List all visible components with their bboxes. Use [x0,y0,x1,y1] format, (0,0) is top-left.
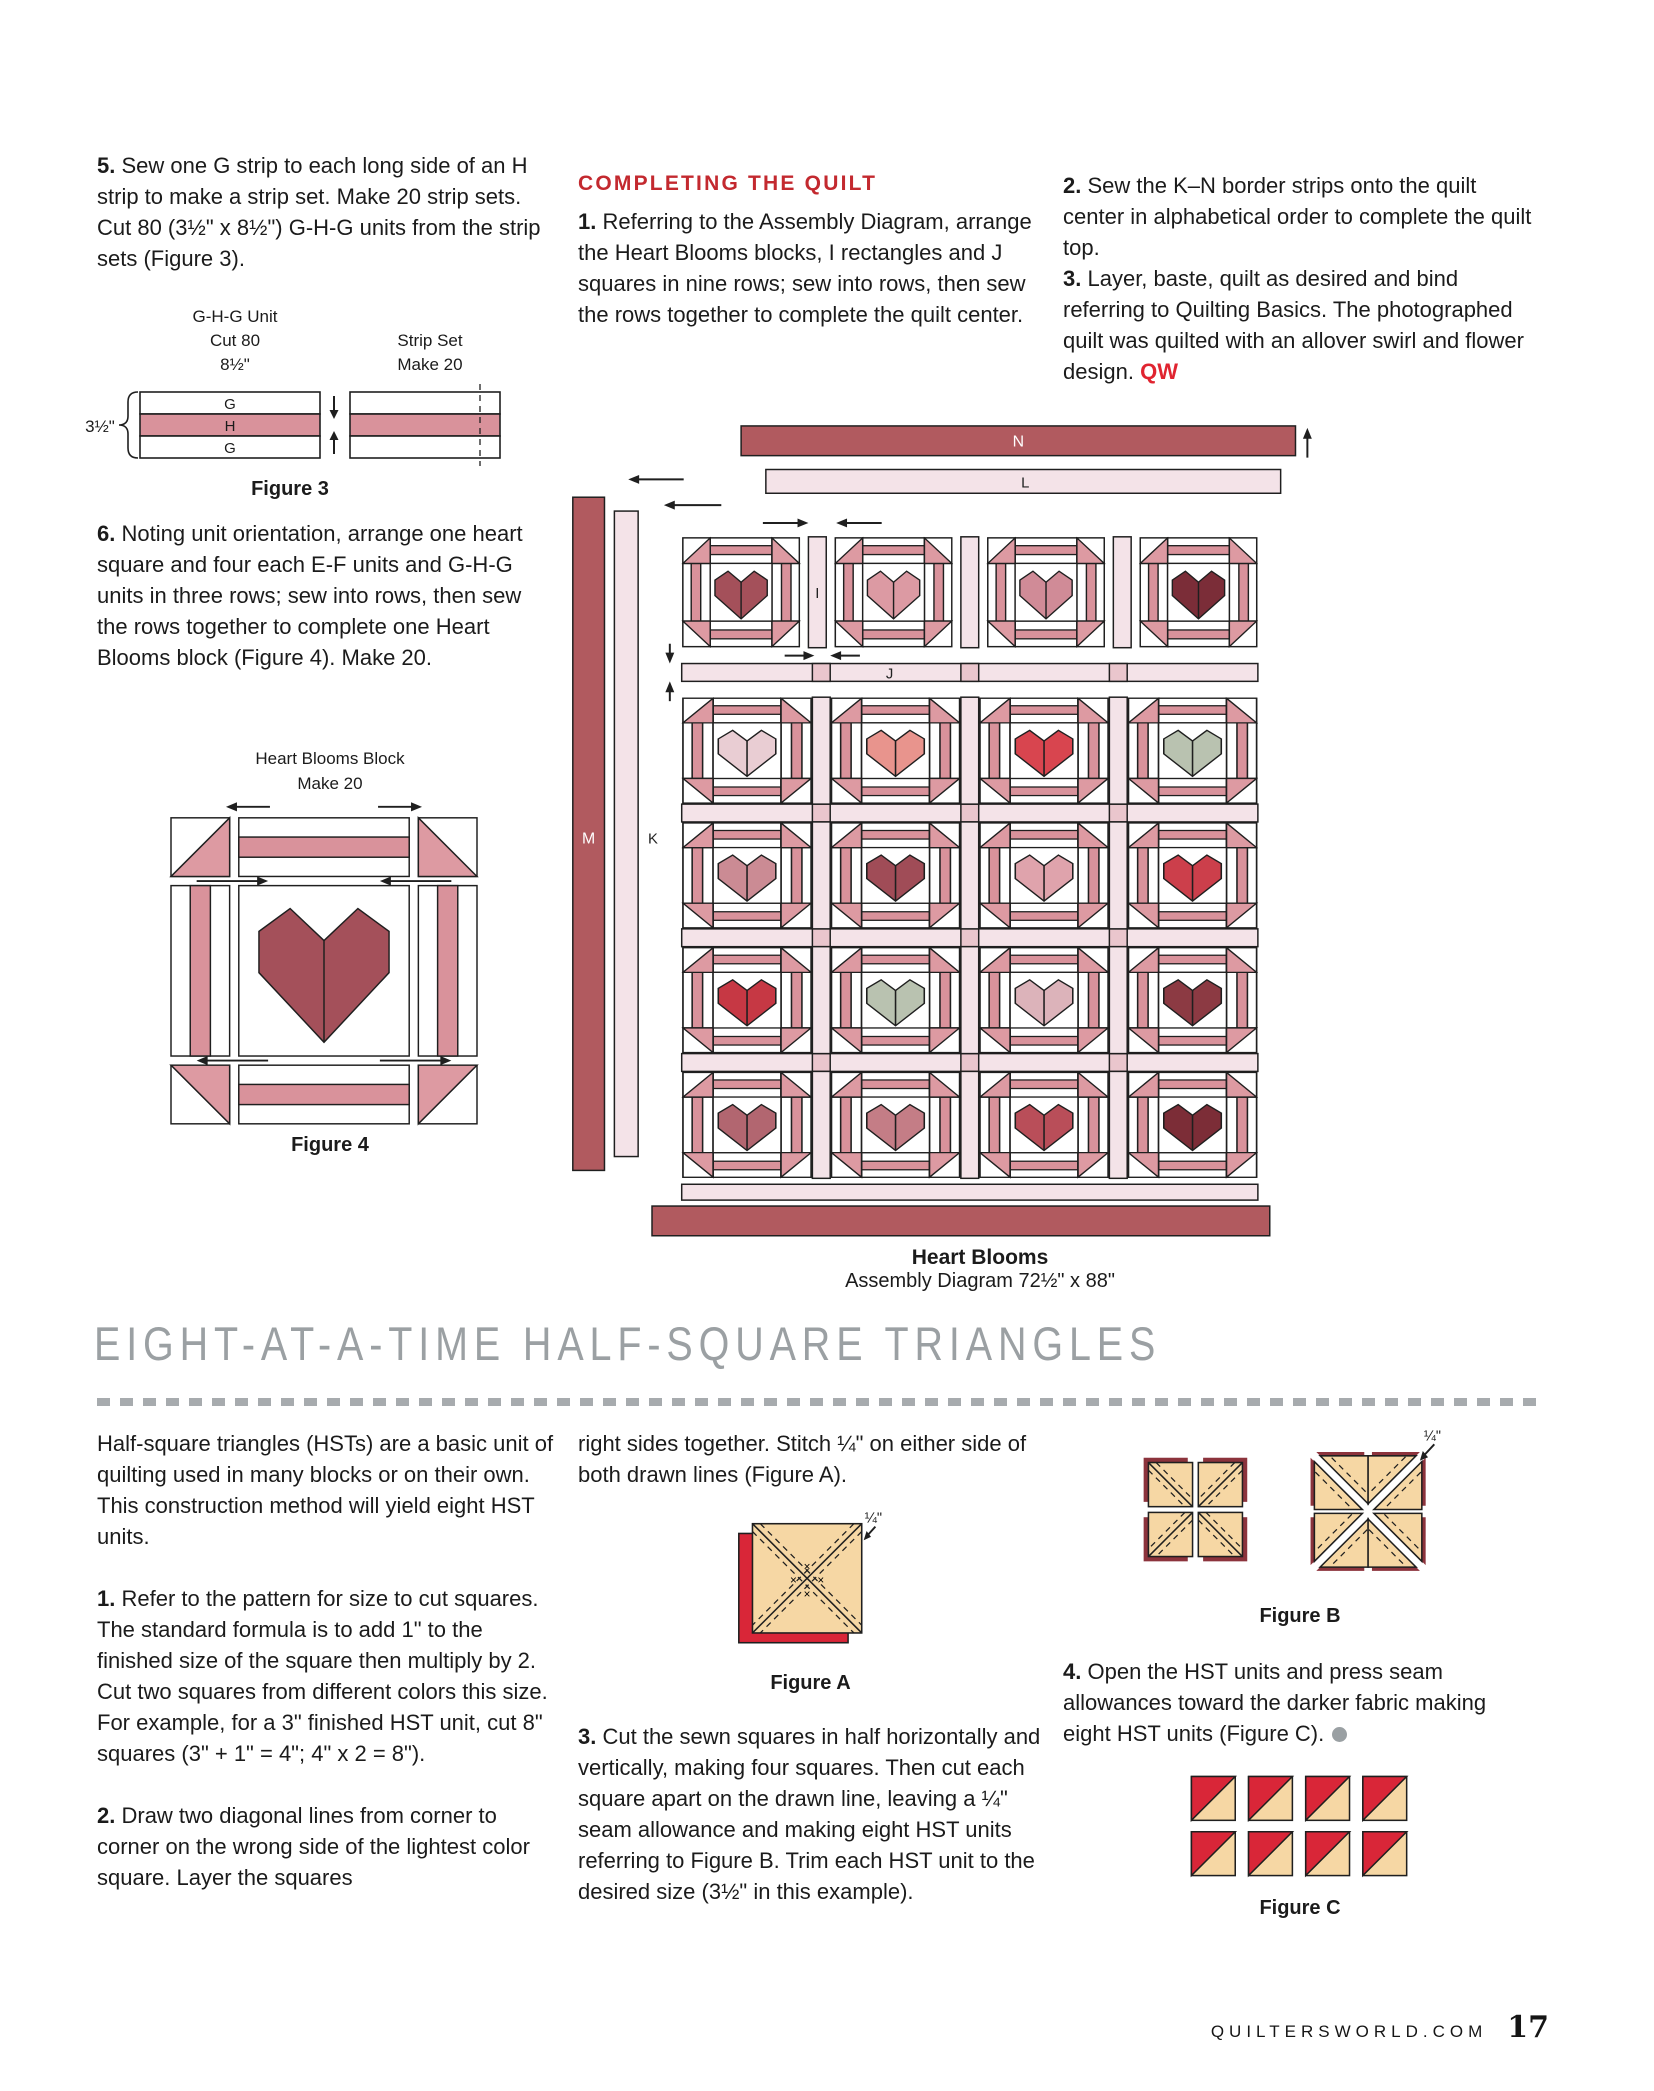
figure-4-diagram [160,794,488,1135]
figure-3-caption: Figure 3 [251,478,329,500]
page-footer [1211,2010,1549,2045]
x-mark: × [789,1574,797,1588]
completing-heading: COMPLETING THE QUILT [578,172,878,195]
step-number: 2. [97,1803,116,1828]
x-mark: × [816,1574,824,1588]
arrow-right-icon [440,1056,451,1065]
fig3-width-label: 8½" [220,355,250,374]
brace-icon [119,392,138,458]
hst-col2 [578,1428,1043,1907]
fig3-cut-label: Cut 80 [209,331,261,350]
figure-4-caption: Figure 4 [291,1134,369,1156]
dashed-divider [97,1398,1545,1406]
step-number: 4. [1063,1659,1082,1684]
step-2-quilt: 2. Sew the K–N border strips onto the quilt center in alphabetical order to complete the quilt top. [1063,173,1532,260]
hst-step-1: 1. Refer to the pattern for size to cut squares. The standard formula is to add 1" to the finished size of the square then multiply by 2. Cut two squares from different colors this size. For example, for a 3" finished HST unit, cut 8" squares (3" + 1" = 4"; 4" x 2 = 8"). [97,1586,548,1766]
figure-4-title: Heart Blooms Block Make 20 [255,749,405,793]
svg-text:K: K [648,831,658,848]
hst-step-3: 3. Cut the sewn squares in half horizontally and vertically, making four squares. Then cut each square apart on the drawn line, leaving a ¼" seam allowance and making eight HST units referring to Figure B. Trim each HST unit to the desired size (3½" in this example). [578,1724,1041,1905]
svg-text:L: L [1021,475,1030,492]
figure-a-diagram [731,1512,891,1660]
fig3-g-top: G [224,396,236,413]
arrow-left-icon [226,802,237,811]
press-arrow-up-icon [330,431,339,440]
step-5: 5. Sew one G strip to each long side of an H strip to make a strip set. Make 20 strip sets. Cut 80 (3½" x 8½") G-H-G units from the strip sets (Figure 3). [97,153,541,271]
press-arrow-down-icon [330,410,339,419]
arrow-right-icon [257,876,268,885]
step-number: 1. [578,209,597,234]
fig3-h: H [224,418,236,435]
svg-text:J: J [885,666,894,683]
hst-intro: Half-square triangles (HSTs) are a basic unit of quilting used in many blocks or on their own. This construction method will yield eight HST units. [97,1431,554,1549]
svg-text:M: M [582,830,596,848]
footer-site: QUILTERSWORLD.COM [1210,2022,1488,2041]
figure-c-diagram [1180,1767,1420,1885]
step-number: 2. [1063,173,1082,198]
hst-col1 [97,1428,557,1893]
assembly-diagram [553,420,1345,1242]
arrow-left-icon [197,1056,208,1065]
end-dot [1332,1727,1347,1742]
svg-text:N: N [1012,433,1025,451]
step-3-quilt: 3. Layer, baste, quilt as desired and bind referring to Quilting Basics. The photographed quilt was quilted with an allover swirl and flower design. QW [1063,266,1524,384]
x-mark: × [803,1560,811,1574]
step-1-quilt: 1. Referring to the Assembly Diagram, arrange the Heart Blooms blocks, I rectangles and J squares in nine rows; sew into rows, then sew the rows together to complete the quilt center. [578,209,1032,327]
quarter-inch-label: ¼" [864,1512,882,1527]
figure-b-diagram [1135,1428,1465,1593]
fig3-set-label: Strip Set [397,331,463,350]
page-number: 17 [1507,2010,1549,2045]
figure-3-diagram [70,306,510,476]
step-6: 6. Noting unit orientation, arrange one heart square and four each E-F units and G-H-G units in three rows; sew into rows, then sew the rows together to complete one Heart Blooms block (Figure 4). Make 20. [97,521,523,670]
quarter-inch-label: ¼" [1423,1428,1441,1445]
figure-c-caption: Figure C [1259,1897,1341,1920]
step-number: 3. [578,1724,597,1750]
assembly-caption: Heart Blooms Assembly Diagram 72½" x 88" [845,1246,1115,1292]
svg-text:I: I [815,586,820,603]
figure-b-caption: Figure B [1259,1605,1341,1627]
figure-a-caption: Figure A [770,1672,851,1695]
arrow-right-icon [411,802,422,811]
step-number: 5. [97,153,116,178]
qw-end-mark: QW [1140,359,1178,384]
hst-step-4: 4. Open the HST units and press seam allowances toward the darker fabric making eight HST units (Figure C). [1063,1659,1487,1746]
fig3-make-label: Make 20 [397,355,463,374]
hst-step-2: 2. Draw two diagonal lines from corner to corner on the wrong side of the lightest color square. Layer the squares [97,1803,530,1890]
hst-section-heading: EIGHT-AT-A-TIME HALF-SQUARE TRIANGLES [94,1317,1162,1370]
fig3-height-label: 3½" [85,417,115,436]
step-number: 3. [1063,266,1082,291]
x-mark: × [803,1587,811,1601]
fig3-unit-label: G-H-G Unit [192,307,278,326]
top-col3 [1063,170,1537,387]
fig3-g-bottom: G [224,440,236,457]
hst-step-2-continued: right sides together. Stitch ¼" on either side of both drawn lines (Figure A). [578,1431,1027,1487]
step-number: 1. [97,1586,116,1611]
step-number: 6. [97,521,116,546]
arrow-left-icon [380,876,391,885]
hst-col3 [1063,1428,1537,1920]
